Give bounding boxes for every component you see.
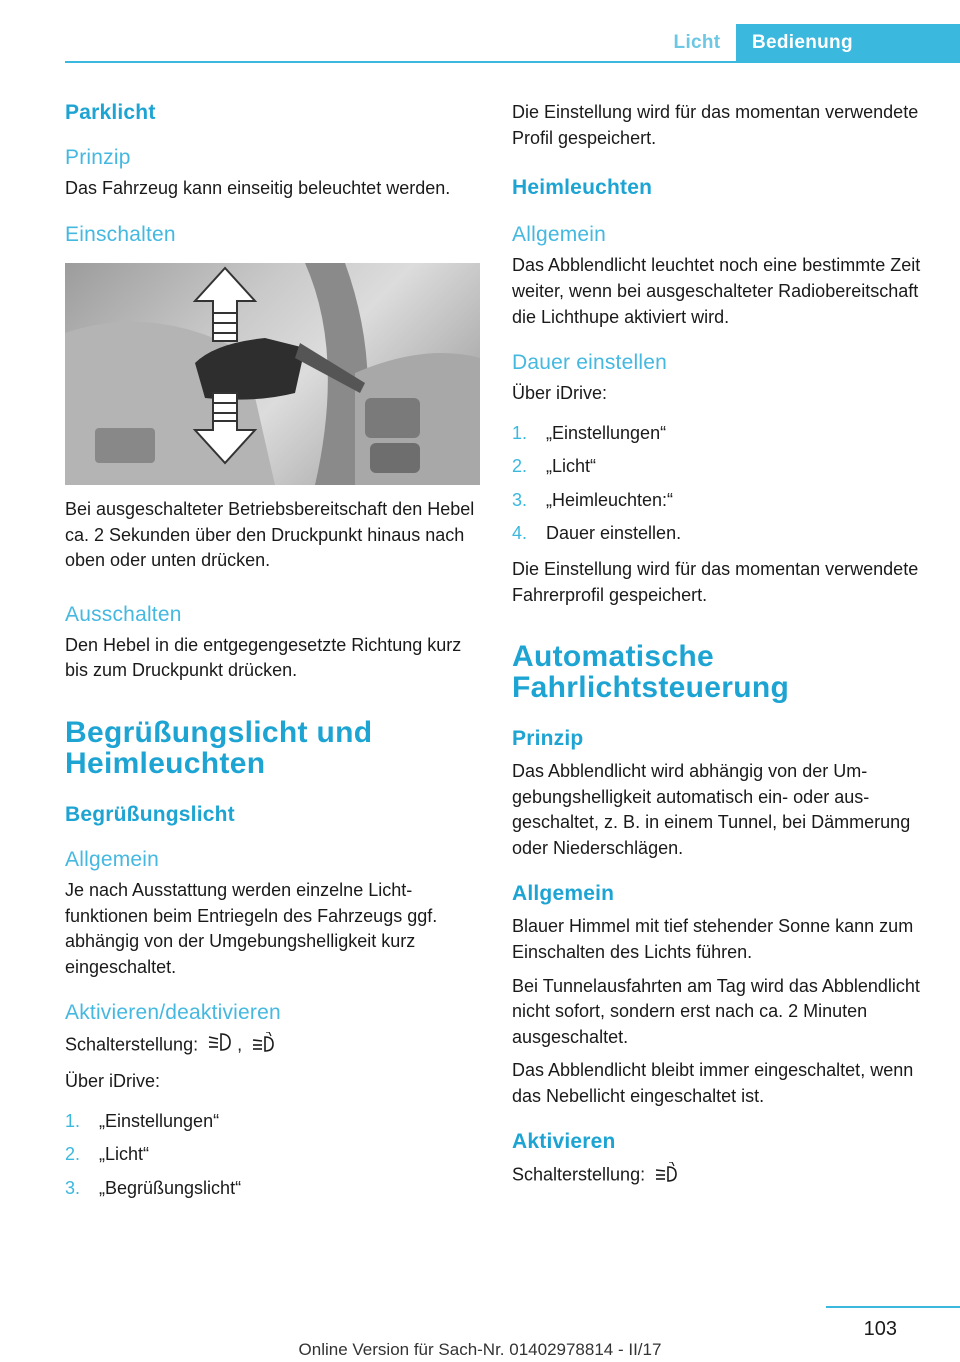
lever-image-icon bbox=[65, 263, 480, 485]
list-item: 4. Dauer einstellen. bbox=[512, 523, 682, 544]
einschalten-text: Bei ausgeschalteter Betriebsbereitschaft den Hebel ca. 2 Sekunden über den Druckpunkt hinaus nach oben oder unten drücken. bbox=[65, 499, 475, 571]
auto-light-symbol-icon bbox=[654, 1162, 680, 1190]
heading-prinzip-auto: Prinzip bbox=[512, 726, 584, 750]
left-column bbox=[65, 100, 485, 1211]
footer-rule bbox=[826, 1306, 960, 1308]
schalterstellung-line bbox=[65, 1032, 485, 1060]
right-column bbox=[512, 100, 932, 1206]
schalter-separator: , bbox=[237, 1034, 243, 1055]
list-item: 3. „Begrüßungslicht“ bbox=[65, 1177, 242, 1198]
lever-illustration bbox=[65, 263, 480, 485]
auto-light-symbol-icon bbox=[251, 1032, 277, 1060]
idrive-label-right: Über iDrive: bbox=[512, 383, 608, 404]
tab-bedienung[interactable]: Bedienung bbox=[736, 24, 960, 61]
heading-automatische-fahrlichtsteuerung: Automatische Fahrlichtsteuerung bbox=[512, 640, 790, 705]
heading-allgemein-heim: Allgemein bbox=[512, 223, 607, 247]
heading-parklicht: Parklicht bbox=[65, 101, 156, 124]
list-item: 2. „Licht“ bbox=[512, 456, 597, 477]
list-item: 1. „Einstellungen“ bbox=[65, 1110, 220, 1131]
profil-text: Die Einstellung wird für das momentan verwendete Profil gespeichert. bbox=[512, 102, 919, 148]
heading-allgemein: Allgemein bbox=[65, 848, 160, 871]
low-beam-symbol-icon bbox=[207, 1032, 233, 1060]
heading-aktivieren-deaktivieren: Aktivieren/deaktivieren bbox=[65, 1001, 281, 1025]
allgemein-text: Je nach Ausstattung werden einzelne Lichtfunktionen beim Entriegeln des Fahrzeugs ggf. abhängig von der Umgebungshelligkeit kurz eingeschaltet. bbox=[65, 880, 438, 977]
heading-prinzip: Prinzip bbox=[65, 146, 131, 170]
ausschalten-text: Den Hebel in die entgegengesetzte Richtung kurz bis zum Druckpunkt drücken. bbox=[65, 634, 462, 681]
heading-aktivieren: Aktivieren bbox=[512, 1130, 616, 1154]
tab-licht[interactable]: Licht bbox=[673, 31, 721, 53]
heading-heimleuchten: Heimleuchten bbox=[512, 176, 653, 200]
schalterstellung-line-right bbox=[512, 1162, 932, 1190]
begruessung-steps bbox=[65, 1109, 485, 1202]
heim-allgemein-text: Das Abblendlicht leuchtet noch eine bestimmte Zeit weiter, wenn bei ausgeschalteter Radiobereitschaft die Lichthupe aktiviert wird. bbox=[512, 255, 921, 327]
heading-allgemein-auto: Allgemein bbox=[512, 882, 615, 906]
schalterstellung-label: Schalterstellung: bbox=[65, 1034, 199, 1055]
auto-allgemein-text-2: Bei Tunnelausfahrten am Tag wird das Abblendlicht nicht sofort, sondern erst nach ca. 2 Minuten ausgeschaltet. bbox=[512, 975, 920, 1047]
heading-begruessungslicht-heimleuchten: Begrüßungslicht und Heimleuchten bbox=[65, 716, 373, 780]
page-number: 103 bbox=[863, 1318, 897, 1340]
fahrerprofil-text: Die Einstellung wird für das momentan verwendete Fahrerprofil gespeichert. bbox=[512, 559, 919, 605]
heading-begruessungslicht: Begrüßungslicht bbox=[65, 802, 235, 826]
heading-dauer-einstellen: Dauer einstellen bbox=[512, 351, 667, 375]
auto-prinzip-text: Das Abblendlicht wird abhängig von der Umgebungshelligkeit automatisch ein- oder ausgeschaltet, z. B. in einem Tunnel, bei Dämmerung oder Niederschlägen. bbox=[512, 761, 911, 858]
list-item: 1. „Einstellungen“ bbox=[512, 422, 667, 443]
heading-ausschalten: Ausschalten bbox=[65, 602, 182, 626]
header-rule bbox=[65, 61, 960, 63]
schalterstellung-label-right: Schalterstellung: bbox=[512, 1165, 646, 1186]
idrive-label: Über iDrive: bbox=[65, 1071, 161, 1092]
auto-allgemein-text-3: Das Abblendlicht bleibt immer eingeschaltet, wenn das Nebellicht eingeschaltet ist. bbox=[512, 1060, 914, 1106]
auto-allgemein-text-1: Blauer Himmel mit tief stehender Sonne kann zum Einschalten des Lichts führen. bbox=[512, 916, 914, 963]
heading-einschalten: Einschalten bbox=[65, 222, 176, 246]
heimleuchten-steps bbox=[512, 421, 932, 547]
chapter-tabs bbox=[658, 24, 960, 61]
list-item: 3. „Heimleuchten:“ bbox=[512, 489, 674, 510]
prinzip-text: Das Fahrzeug kann einseitig beleuchtet werden. bbox=[65, 178, 451, 199]
online-version-footer: Online Version für Sach-Nr. 01402978814 - II/17 bbox=[298, 1340, 662, 1359]
list-item: 2. „Licht“ bbox=[65, 1144, 150, 1165]
